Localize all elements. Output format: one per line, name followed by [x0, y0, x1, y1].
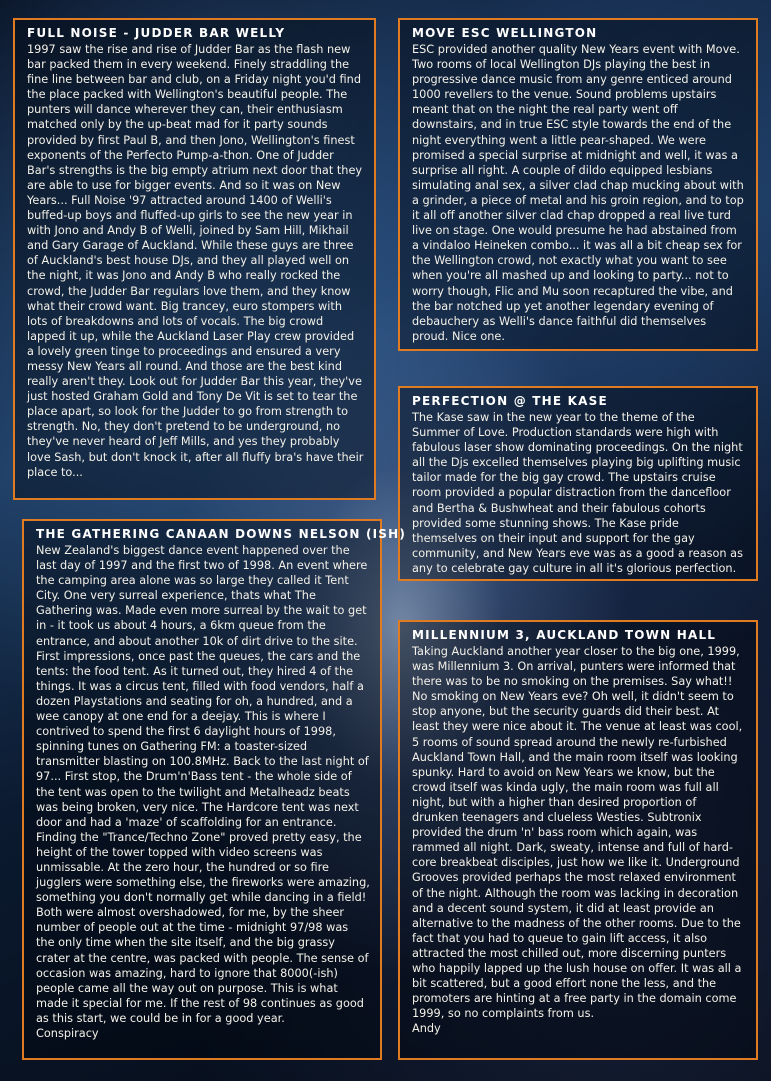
article-title: MILLENNIUM 3, AUCKLAND TOWN HALL — [412, 628, 717, 642]
article-title: MOVE ESC WELLINGTON — [412, 26, 598, 40]
article-author: Andy — [412, 1022, 441, 1036]
article-title: PERFECTION @ THE KASE — [412, 394, 608, 408]
article-perfection-kase — [398, 386, 758, 581]
article-author: Conspiracy — [36, 1027, 99, 1040]
article-body: New Zealand's biggest dance event happened over the last day of 1997 and the first two of 1998. An event where the camping area alone was so large they called it Tent City. One very surreal experience, thats what The Gathering was. Made even more surreal by the wait to get in - it took us about 4 hours, a 6km queue from the entrance, and about another 10k of dirt drive to the site. First impressions, once past the queues, the cars and the tents: the food tent. As it turned out, they hired 4 of the things. It was a circus tent, filled with food vendors, half a dozen Playstations and seating for oh, a hundred, and a wee canopy at one end for a deejay. This is where I contrived to spend the first 6 daylight hours of 1998, spinning tunes on Gathering FM: a toaster-sized transmitter blasting on 100.8MHz. Back to the last night of 97... First stop, the Drum'n'Bass tent - the whole side of the tent was open to the twilight and Metalheadz beats was being broken, very nice. The Hardcore tent was next door and had a 'maze' of scaffolding for an entrance. Finding the "Trance/Techno Zone" proved pretty easy, the height of the tower topped with video screens was unmissable. At the zero hour, the hundred or so fire jugglers were something else, the fireworks were amazing, something you don't normally get while dancing in a field! Both were almost overshadowed, for me, by the sheer number of people out at the time - midnight 97/98 was the only time when the site itself, and the big grassy crater at the centre, was packed with people. The sense of occasion was amazing, hard to ignore that 8000(-ish) people came all the way out on purpose. This is what made it special for me. If the rest of 98 continues as good as this start, we could be in for a good year. — [36, 544, 370, 1025]
article-body: The Kase saw in the new year to the theme of the Summer of Love. Production standards were high with fabulous laser show dominating proceedings. On the night all the Djs excelled themselves playing big uplifting music tailor made for the big gay crowd. The upstairs cruise room provided a popular distraction from the dancefloor and Bertha & Bushwheat and their fabulous cohorts provided some stunning shows. The Kase pride themselves on their input and support for the gay community, and New Years eve was as a good a reason as any to celebrate gay culture in all it's glorious perfection. — [412, 411, 743, 575]
article-move-esc — [398, 18, 758, 351]
article-full-noise — [13, 18, 376, 500]
article-body: Taking Auckland another year closer to the big one, 1999, was Millennium 3. On arrival, punters were informed that there was to be no smoking on the premises. Say what!! No smoking on New Years eve? Oh well, it didn't seem to stop anyone, but the security guards did their best. At least they were nice about it. The venue at least was cool, 5 rooms of sound spread around the newly re-furbished Auckland Town Hall, and the main room itself was looking spunky. Hard to avoid on New Years we know, but the crowd itself was kinda ugly, the main room was full all night, but with a higher than desired proportion of drunken teenagers and clueless Westies. Subtronix provided the drum 'n' bass room which again, was rammed all night. Dark, sweaty, intense and full of hard-core breakbeat disciples, just how we like it. Underground Grooves provided perhaps the most relaxed environment of the night. Although the room was lacking in decoration and a decent sound system, it did at least provide an alternative to the madness of the other rooms. Due to the fact that you had to queue to gain lift access, it also attracted the most chilled out, more discerning punters who happily lapped up the lush house on offer. It was all a bit scattered, but a good effort none the less, and the promoters are hinting at a free party in the domain come 1999, so no complaints from us. — [412, 645, 743, 1021]
article-millennium-3 — [398, 620, 758, 1060]
article-body: ESC provided another quality New Years event with Move. Two rooms of local Wellington DJs playing the best in progressive dance music from any genre enticed around 1000 revellers to the venue. Sound problems upstairs meant that on the night the real party went off downstairs, and in true ESC style towards the end of the night everything went a little pear-shaped. We were promised a special surprise at midnight and well, it was a surprise all right. A couple of dildo equipped lesbians simulating anal sex, a silver clad chap mucking about with a grinder, a piece of metal and his groin region, and to top it all off another silver clad chap dropped a real live turd live on stage. One would presume he had abstained from a vindaloo Heineken combo... it was all a bit cheap sex for the Wellington crowd, not exactly what you want to see when you're all mashed up and looking to party... not to worry though, Flic and Mu soon recaptured the vibe, and the bar notched up yet another legendary evening of debauchery as Welli's dance faithful did themselves proud. Nice one. — [412, 43, 744, 343]
article-title: THE GATHERING CANAAN DOWNS NELSON (ISH) — [36, 527, 407, 541]
article-body: 1997 saw the rise and rise of Judder Bar as the flash new bar packed them in every weekend. Finely straddling the fine line between bar and club, on a Friday night you'd find the place packed with Wellington's beautiful people. The punters will dance wherever they can, their enthusiasm matched only by the up-beat mad for it party sounds provided by first Paul B, and then Jono, Wellington's finest exponents of the Perfecto Pump-a-thon. One of Judder Bar's strengths is the big empty atrium next door that they are able to use for bigger events. And so it was on New Years... Full Noise '97 attracted around 1400 of Welli's buffed-up boys and fluffed-up girls to see the new year in with Jono and Andy B of Welli, joined by Sam Hill, Mikhail and Gary Garage of Auckland. While these guys are three of Auckland's best house DJs, and they all played well on the night, it was Jono and Andy B who really rocked the crowd, the Judder Bar regulars love them, and they know what their crowd want. Big trancey, euro stompers with lots of breakdowns and lots of vocals. The big crowd lapped it up, while the Auckland Laser Play crew provided a lovely green tinge to proceedings and ensured a very messy New Years all round. And those are the best kind really aren't they. Look out for Judder Bar this year, they've just hosted Graham Gold and Tony De Vit is set to tear the place apart, so look for the Judder to go from strength to strength. No, they don't pretend to be underground, no they've never heard of Jeff Mills, and yes they probably love Sash, but don't knock it, after all fluffy bra's have their place to... — [27, 43, 364, 479]
article-title: FULL NOISE - JUDDER BAR WELLY — [27, 26, 286, 40]
article-the-gathering — [22, 519, 407, 1060]
